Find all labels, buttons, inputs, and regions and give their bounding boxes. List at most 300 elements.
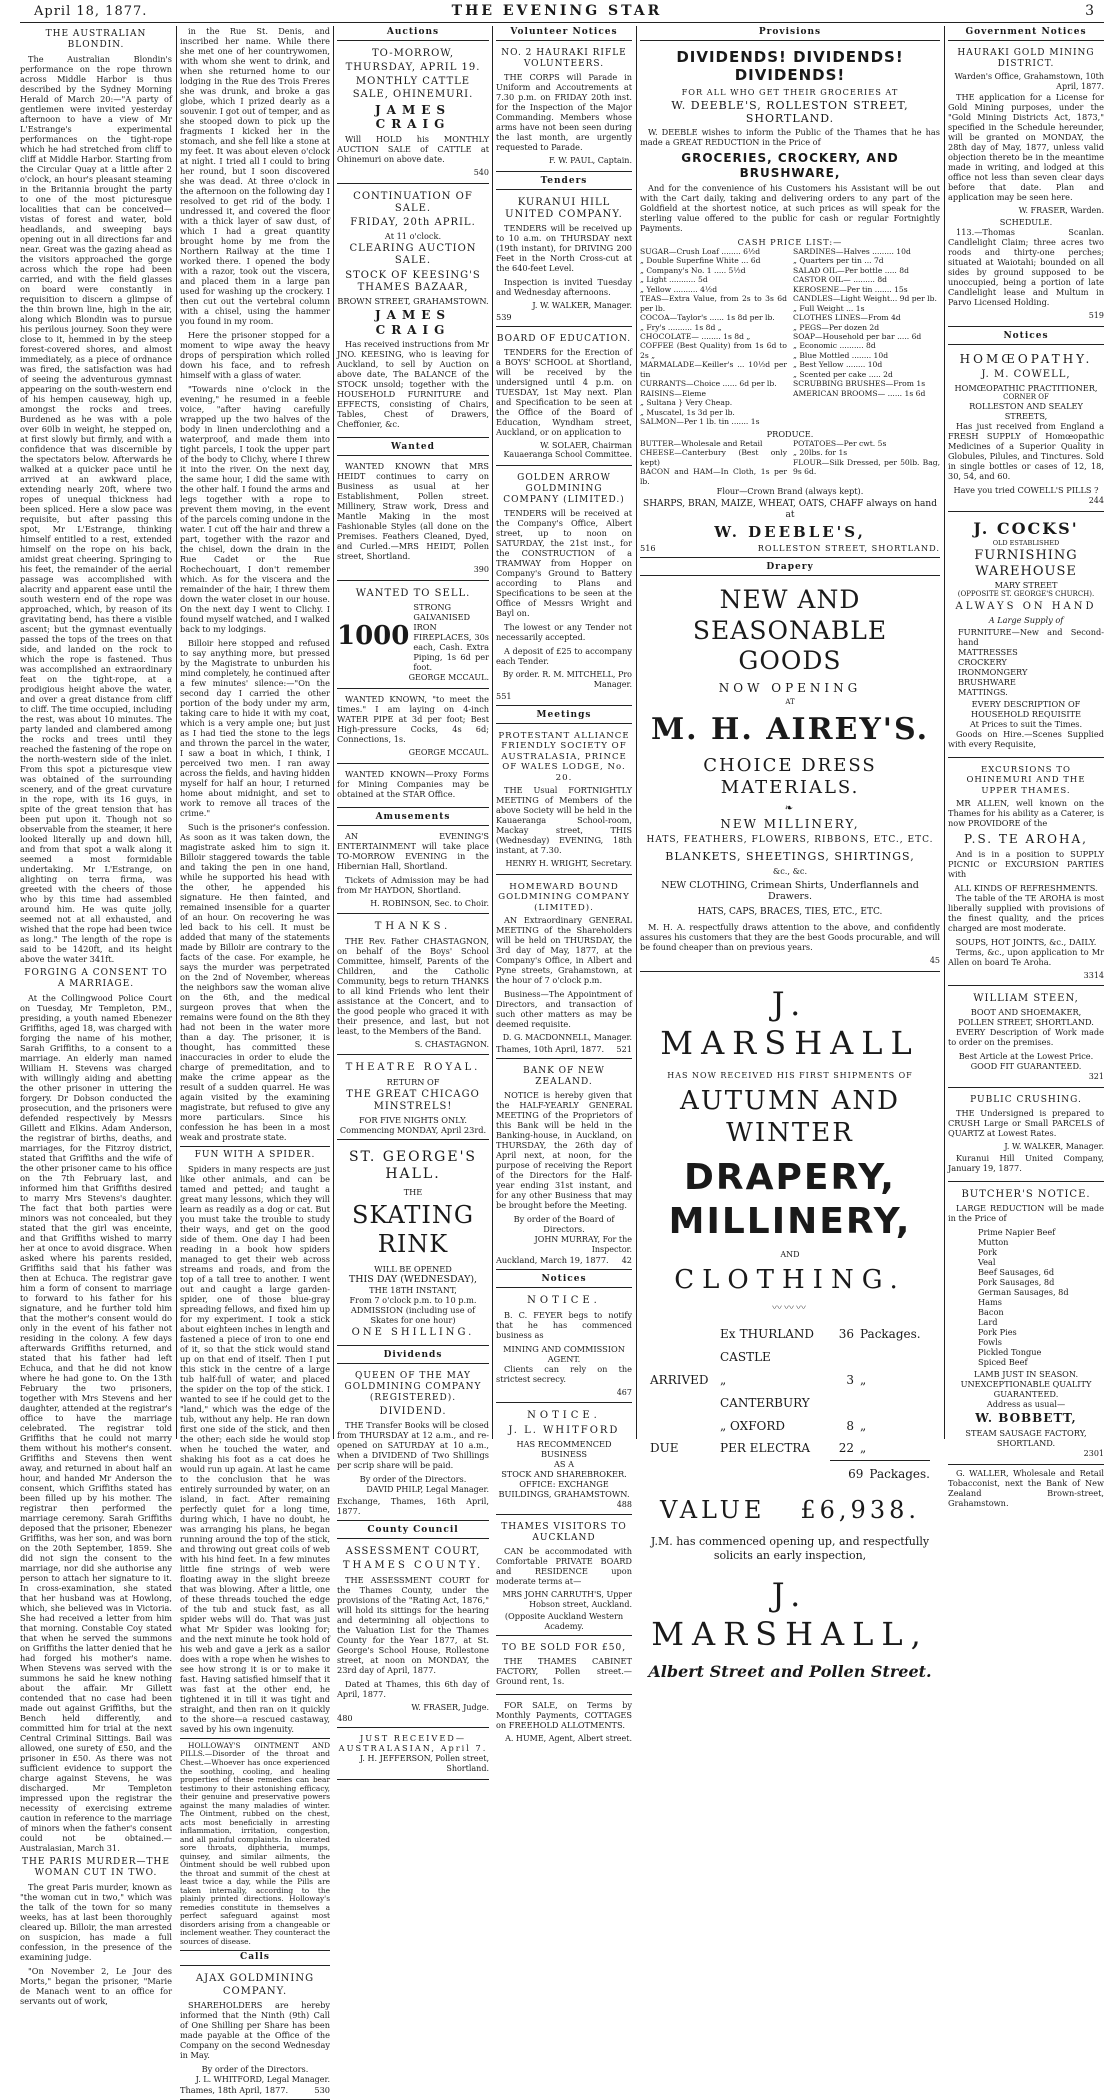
- ad-title: KURANUI HILL UNITED COMPANY.: [505, 196, 623, 220]
- shipment-name: PER ELECTRA: [720, 1441, 811, 1456]
- ad-big-title: CLOTHING.: [674, 1265, 906, 1296]
- ad-line: AS A: [553, 1458, 575, 1469]
- shipment-status: [650, 1323, 720, 1369]
- auction-clearing: [337, 187, 489, 439]
- ad-signature: By order. R. M. MITCHELL, Pro Manager.: [502, 670, 632, 689]
- ad-title: AJAX GOLDMINING COMPANY.: [195, 1973, 315, 1997]
- ad-number: 480: [337, 1713, 353, 1724]
- value-amount: £6,938.: [800, 1495, 920, 1524]
- shipment-status: ARRIVED: [650, 1372, 709, 1387]
- shipment-row: [650, 1323, 930, 1369]
- price-item: KEROSENE—Per tin ....... 15s: [793, 284, 908, 294]
- notice-ad: [496, 1291, 632, 1403]
- ad-line: MRS JOHN CARRUTH'S, Upper Hobson street, Auckland.: [502, 1590, 632, 1610]
- ad-big-title: J. COCKS': [973, 518, 1079, 538]
- section-heading: Drapery: [640, 561, 940, 576]
- ad-line: &c., &c.: [772, 865, 808, 876]
- ad-line: OLD ESTABLISHED: [992, 539, 1060, 548]
- ad-line: CLEARING AUCTION SALE.: [349, 243, 477, 267]
- butcher-notice: [948, 1185, 1104, 1465]
- ad-line: NEW CLOTHING, Crimean Shirts, Underflannels and Drawers.: [661, 879, 919, 903]
- price-item: SCRUBBING BRUSHES—From 1s: [793, 379, 926, 389]
- price-item: „ Muscatel, 1s 3d per lb.: [640, 407, 735, 417]
- public-crushing-ad: [948, 1091, 1104, 1182]
- ad-line: SHARPS, BRAN, MAIZE, WHEAT, OATS, CHAFF always on hand at: [643, 499, 937, 521]
- thanks-ad: [337, 917, 489, 1055]
- shipment-count: 36: [838, 1327, 854, 1342]
- ad-body: W. DEEBLE wishes to inform the Public of the Thames that he has made a GREAT REDUCTION in the Price of: [640, 127, 940, 148]
- article-title: THE AUSTRALIAN BLONDIN.: [45, 29, 147, 50]
- price-item: FLOUR—Silk Dressed, per 50lb. Bag, 9s 6d.: [793, 457, 940, 477]
- section-heading: Provisions: [640, 26, 940, 41]
- ad-line: WAREHOUSE: [975, 564, 1077, 580]
- ad-line: J.M. has commenced opening up, and respectfully solicits an early inspection,: [650, 1535, 930, 1562]
- government-notice: [948, 44, 1104, 327]
- price-item: CLOTHES LINES—From 4d: [793, 313, 901, 323]
- ad-line: W. DEEBLE'S, ROLLESTON STREET, SHORTLAND.: [671, 98, 909, 125]
- ad-signature: W. FRASER, Warden.: [1018, 206, 1104, 216]
- article-paragraph: in the Rue St. Denis, and inscribed her name. While there she met one of her countrywomen, with whom she went to drink, and when she returned home to our lodging in the Rue des Trois Freres she was drunk, and broke a gas globe, which I prized dearly as a souvenir. I got out of temper, and as she stooped down to pick up the fragments I kicked her in the stomach, and she fell like a stone at my feet. It was about eleven o'clock at night. I tried all I could to bring her round, but I soon discovered she was dead. At three o'clock in the afternoon on the following day I resolved to get rid of the body. I undressed it, and covered the floor with a thick layer of saw dust, of which I had a great quantity brought home by me from the Northern Railway at the time I worked there. I opened the body with a razor, took out the viscera, and placed them in a large pan used for washing up the crockery. I then cut out the vertebral column with a chisel, using the hammer you found in my room.: [180, 26, 330, 326]
- ad-line: SHORTLAND.: [996, 1437, 1056, 1448]
- price-item: „ Sultana } Very Cheap.: [640, 398, 733, 408]
- ad-body: Tickets of Admission may be had from Mr HAYDON, Shortland.: [337, 874, 489, 895]
- ad-line: AT: [785, 697, 795, 706]
- ad-number: 467: [616, 1387, 632, 1397]
- ad-body: THE Transfer Books will be closed from THURSDAY at 12 a.m., and re-opened on SATURDAY at 10 a.m., when a DIVIDEND of Two Shillings per scrip share will be paid.: [337, 1420, 489, 1471]
- wanted-ad: [337, 692, 489, 764]
- article-paragraph: Such is the prisoner's confession. As soon as it was taken down, the magistrate asked him to sign it. Billoir staggered towards the table and taking the pen in one hand, while he supported his head with the other, he appended his signature. He then fainted, and remained insensible for a quarter of an hour. On recovering he was led back to his cell. It must be added that many of the statements made by Billoir are contrary to the facts of the case. For example, he says the murder was perpetrated on the 2nd of November, whereas the neighbors saw the woman alive on the 6th, and the medical surgeon proves that when the remains were found on the 8th they had not been in the water more than a day. The prisoner, it is thought, has committed these inaccuracies in order to elude the charge of premeditation, and to make the crime appear as the result of a sudden quarrel. He was again visited by the examining magistrate, but refused to give any more particulars. Since his confession he has been in a most weak and prostrate state.: [180, 822, 330, 1142]
- ad-body: SHAREHOLDERS are hereby informed that the Ninth (9th) Call of One Shilling per Share has been made payable at the Office of the Company on the second Wednesday in May.: [180, 1999, 330, 2060]
- ad-date-text: Auckland, March 19, 1877.: [496, 1255, 609, 1266]
- price-item: „ Blue Mottled ........ 10d: [793, 350, 889, 360]
- price-item: BACON and HAM—In Cloth, 1s per lb.: [640, 467, 787, 486]
- price-item: CASTOR OIL— ......... 8d: [793, 275, 888, 285]
- ad-body: LARGE REDUCTION will be made in the Price of: [948, 1203, 1104, 1224]
- ad-line: P.S. TE AROHA,: [964, 831, 1088, 846]
- price-item: COCOA—Taylor's ...... 1s 8d per lb.: [640, 313, 775, 323]
- ad-body: TENDERS will be received at the Company's Office, Albert street, up to noon on SATURDAY, the 21st inst., for the CONSTRUCTION of a TRAMWAY from Hopper on Company's Ground to Battery according to Plans and Specifications to be seen at the Office of Messrs Wright and Bayl on.: [496, 508, 632, 619]
- ad-body: AN EVENING'S ENTERTAINMENT will take place TO-MORROW EVENING in the Hibernian Hall, Shortland.: [337, 830, 489, 871]
- price-item: SOAP—Household per bar ..... 6d: [793, 331, 922, 341]
- holloway-advert: HOLLOWAY'S OINTMENT AND PILLS.—Disorder of the throat and Chest.—Whoever has once experienced the soothing, cooling, and healing properties of these remedies can bear testimony to their astonishing efficacy, their genuine and preservative powers against the many maladies of winter. The Ointment, rubbed on the chest, acts most beneficially in arresting inflammation, irritation, congestion, and all painful complaints. In ulcerated sore throats, diphtheria, mumps, quinsey, and similar ailments, the Ointment should be well rubbed upon the throat and summit of the chest at least twice a day, while the Pills are taken internally, according to the plainly printed directions. Holloway's remedies constitute in themselves a perfect safeguard against most disorders arising from a changeable or inclement weather. They counteract the sources of disease.: [180, 1738, 330, 1946]
- ad-big-title: M. H. AIREY'S.: [650, 712, 930, 748]
- ad-line: AND: [780, 1249, 800, 1259]
- ad-signature: H. ROBINSON, Sec. to Choir.: [370, 898, 489, 908]
- ad-line: Flour—Crown Brand (always kept).: [716, 486, 864, 497]
- article-paragraph: "Towards nine o'clock in the evening," he resumed in a feeble voice, "after having carefully wrapped up the two halves of the body in linen underclothing and a waterproof, and made them into tight parcels, I took the upper part of the body to Clichy, where I threw it into the river. On the next day, the same hour, I did the same with the other half. I found the arms and legs together with a rope to prevent them moving, in the event of the parcels coming undone in the water. I cut off the hair and threw a part, together with the razor and the chisel, down the drain in the Rue Cadet or the Rue Rochechouart, I don't remember which. As for the viscera and the remainder of the hair, I threw them down the water closet in our house. On the next day I went to Clichy. I found myself watched, and I walked back to my lodgings.: [180, 384, 330, 634]
- list-item: Pork Sausages, 8d: [978, 1277, 1055, 1288]
- ad-address: Albert Street and Pollen Street.: [648, 1662, 932, 1682]
- notice-ad: [496, 1698, 632, 1749]
- ad-line: LAMB JUST IN SEASON.: [973, 1369, 1079, 1380]
- ad-body: Goods on Hire.—Scenes Supplied with every Requisite,: [948, 728, 1104, 749]
- ad-title: BOARD OF EDUCATION.: [496, 333, 632, 344]
- ad-line: THAMES COUNTY.: [342, 1560, 484, 1572]
- shipment-count: 22: [838, 1441, 854, 1456]
- meeting-ad: [496, 1062, 632, 1270]
- ad-line: POLLEN STREET, SHORTLAND.: [958, 1017, 1094, 1028]
- ad-line: (Opposite Auckland Western Academy.: [504, 1610, 624, 1631]
- ad-line: At Prices to suit the Times.: [969, 718, 1083, 729]
- ad-big-title: DRAPERY, MILLINERY,: [668, 1156, 912, 1242]
- price-item: „ Yellow .......... 4½d: [640, 284, 718, 294]
- column-divider: [333, 26, 334, 1439]
- ad-line: ALL KINDS OF REFRESHMENTS.: [954, 882, 1098, 893]
- ad-row: [337, 602, 489, 672]
- price-item: „ Best Yellow ........ 10d: [793, 360, 883, 370]
- ad-title: THEATRE ROYAL.: [345, 1062, 481, 1074]
- price-item: „ Scented per cake ..... 2d: [793, 369, 893, 379]
- masthead-rule: [20, 22, 1104, 23]
- price-item: SALMON—Per 1 lb. tin ....... 1s: [640, 417, 760, 427]
- shipment-name: „ OXFORD: [720, 1418, 786, 1433]
- tender-ad: [496, 193, 632, 327]
- shipment-row: [650, 1415, 930, 1438]
- ad-date: [496, 1255, 632, 1265]
- shipment-total: [830, 1460, 930, 1486]
- price-item: BUTTER—Wholesale and Retail: [640, 438, 763, 448]
- ad-line: ALWAYS ON HAND: [955, 600, 1097, 612]
- amusement-ad: [337, 829, 489, 915]
- dividend-ad: [337, 1367, 489, 1521]
- ad-line: By order of the Directors.: [359, 1474, 467, 1485]
- ad-signature: D. G. MACDONNELL, Manager.: [502, 1033, 632, 1043]
- ad-signature: GEORGE MCCAUL.: [408, 747, 489, 757]
- produce-list-left: [640, 439, 787, 486]
- ad-number: 530: [314, 2085, 330, 2096]
- ad-body: Will HOLD his MONTHLY AUCTION SALE of CATTLE at Ohinemuri on above date.: [337, 133, 489, 164]
- ad-number: 244: [1088, 496, 1104, 506]
- list-item: Spiced Beef: [978, 1357, 1028, 1368]
- auction-cattle: [337, 44, 489, 184]
- ad-line: THIS DAY (WEDNESDAY),: [348, 1273, 478, 1285]
- ad-number: 516: [640, 543, 656, 554]
- wanted-ad: [337, 767, 489, 808]
- list-item: CROCKERY: [958, 656, 1007, 667]
- ad-signature: J. W. WALKER, Manager.: [532, 301, 632, 310]
- ad-date-text: Thames, 10th April, 1877.: [496, 1043, 605, 1054]
- shipment-unit: „: [860, 1418, 867, 1433]
- shipment-unit: Packages.: [860, 1327, 921, 1342]
- ad-body: Terms, &c., upon application to Mr Allen on board Te Aroha.: [948, 946, 1104, 967]
- ad-body: The table of the TE AROHA is most liberally supplied with provisions of the finest quality, and the prices charged are most moderate.: [948, 892, 1104, 933]
- ad-big-title: NEW AND SEASONABLE GOODS: [692, 585, 888, 676]
- article-paragraph: "On November 2, Le Jour des Morts," began the prisoner, "Marie de Manach went to an office for servants out of work,: [20, 1965, 172, 2006]
- column-3: [337, 26, 489, 1774]
- page-number: 3: [1085, 3, 1094, 19]
- price-item: SARDINES—Halves ......... 10d: [793, 246, 911, 256]
- ad-big-title: DIVIDENDS! DIVIDENDS! DIVIDENDS!: [676, 47, 904, 85]
- ad-body: B. C. FEYER begs to notify that he has commenced business as: [496, 1309, 632, 1340]
- ad-line: STOCK AND SHAREBROKER.: [501, 1468, 627, 1479]
- section-heading: Government Notices: [948, 26, 1104, 41]
- ad-line: NOW OPENING: [718, 680, 862, 695]
- ad-body: Business—The Appointment of Directors, and transaction of such other matters as may be deemed requisite.: [496, 989, 632, 1030]
- ad-title: HOMEWARD BOUND GOLDMINING COMPANY (LIMITED).: [498, 881, 630, 913]
- list-item: MATTRESSES: [958, 646, 1018, 657]
- column-6: [948, 26, 1104, 1508]
- ad-signature: HENRY H. WRIGHT, Secretary.: [505, 859, 632, 869]
- ad-line: HATS, CAPS, BRACES, TIES, ETC., ETC.: [697, 906, 883, 917]
- ad-title: JUST RECEIVED— AUSTRALASIAN, April 7.: [338, 1733, 488, 1754]
- price-item: „ Quarters per tin ... 7d: [793, 256, 884, 266]
- ad-big-title: SKATING RINK: [351, 1201, 475, 1259]
- ad-address: ROLLESTON STREET, SHORTLAND.: [757, 543, 940, 554]
- ad-body: NOTICE is hereby given that the HALF-YEARLY GENERAL MEETING of the Proprietors of this Bank will be held in the Banking-house, in Auckland, on THURSDAY, the 26th day of April next, at noon, for the purpose of receiving the Report of the Directors for the Half-year ending 31st instant, and for any other Business that may be brought before the Meeting.: [496, 1089, 632, 1210]
- ad-body: And is in a position to SUPPLY PICNIC or EXCURSION PARTIES with: [948, 848, 1104, 879]
- ad-line: GOOD FIT GUARANTEED.: [970, 1061, 1082, 1072]
- assessment-court-ad: [337, 1542, 489, 1728]
- ad-body: THE THAMES CABINET FACTORY, Pollen street.—Ground rent, 1s.: [496, 1655, 632, 1686]
- price-item: „ Double Superfine White ... 6d: [640, 256, 761, 266]
- article-paragraph: The Australian Blondin's performance on the rope thrown across Middle Harbor is thus described by the Sydney Morning Herald of March 20:—"A party of gentlemen were invited yesterday afternoon to have a view of Mr L'Estrange's experimental performances on the tight-rope which he had stretched from cliff to cliff at Middle Harbor. Starting from the Circular Quay at a little after 2 o'clock, an hour's pleasant steaming in the Britannia brought the party to one of the most picturesque localities that can be conceived—vistas of forest and water, bold headlands, and sweeping bays opening out in all directions far and near. Great was the gazing ahead as the visitors approached the gorge across which the rope had been carried, and with the field glasses on board were constantly in requisition to discern a glimpse of the thin brown line, high in the air, along which Blondin was to pursue his perilous journey. Soon they were close to it, hemmed in by the steep forest-covered shores, and almost immediately, as a piece of ordnance was fired, the satisfaction was had of seeing the adventurous gymnast appearing on the south-western end of his hempen causeway, high up, amongst the rocks and trees. Burdened as he was with a pole over 60lb in weight, he stepped on, at first slowly but firmly, and with a confidence that was discernible by the spectators below. Afterwards he walked at a quicker pace until he arrived at an awkward place, extending nearly 20ft, where two ropes of unequal thickness had been spliced. Here a slow pace was requisite, but after passing this spot, Mr L'Estrange, thinking himself entitled to a rest, extended himself on the rope on his back, amidst great cheering. Springing to his feet, the remainder of the aerial passage was accomplished with alacrity and apparent ease until the south western end of the rope was approached, which, by reason of its gravitating bend, has there a visible ascent; but the gymnast eventually passed the tops of the trees on that side, and landed on the rock to which the rope is fastened. Thus was accomplished an extraordinary feat on the tight-rope, at a prodigious height above the water, and over a great distance from cliff to cliff. The time occupied, including the rest, was about 10 minutes. The party landed and clambered among the rocks and trees until they reached the fastening of the rope on the north-western side of the inlet. From this spot a picturesque view was obtained of the surrounding scenery, and of the great curvature in the rope, with its 16 guys, in spite of the great tension that has been put upon it. Though not so observable from the steamer, it here looked literally up and down hill, and from that spot a walk along it seemed a most formidable undertaking. Mr L'Estrange, on alighting on terra firma, was greeted with the cheers of those who by this time had assembled around him. He was quite jolly, seemed not at all exhausted, and wished that the rope had been twice as long." The length of the rope is said to be 1420ft, and its height above the water 341ft.: [20, 53, 172, 964]
- list-item: Mutton: [978, 1237, 1009, 1248]
- deeble-provisions-ad: [640, 44, 940, 559]
- ad-line: Address as usual—: [986, 1399, 1066, 1410]
- notice-ad: [496, 1639, 632, 1695]
- ad-date: Exchange, Thames, 16th April, 1877.: [337, 1496, 489, 1517]
- ad-signature: W. FRASER, Judge.: [411, 1702, 489, 1712]
- ad-body: WANTED KNOWN, "to meet the times." I am laying on 4-inch WATER PIPE at 3d per foot; Best High-pressure Cocks, 4s 6d; Connections, 1s.: [337, 693, 489, 744]
- ad-body: THE Rev. Father CHASTAGNON, on behalf of the Boys' School Committee, himself, Parents of the Children, and the Catholic Community, begs to return THANKS to all kind Friends who lent their assistance at the Concert, and to the good people who graced it with their presence, and last, but not least, to the Members of the Band.: [337, 935, 489, 1036]
- ad-title: WANTED TO SELL.: [355, 588, 471, 599]
- ad-line: MONTHLY CATTLE SALE, OHINEMURI.: [352, 76, 474, 100]
- price-item: CHOCOLATE— ........ 1s 8d „: [640, 331, 751, 341]
- shipment-unit: „: [860, 1441, 867, 1456]
- ad-big-number: 1000: [337, 621, 410, 652]
- list-item: German Sausages, 8d: [978, 1287, 1069, 1298]
- ad-body: WANTED KNOWN—Proxy Forms for Mining Companies may be obtained at the STAR Office.: [337, 768, 489, 799]
- ad-signature: W. SOLAER, Chairman Kauaeranga School Committee.: [503, 440, 632, 460]
- ad-line: CONTINUATION OF SALE.: [353, 190, 473, 214]
- price-item: „ Company's No. 1 ..... 5½d: [640, 265, 746, 275]
- meat-list: [948, 1227, 1104, 1367]
- value-row: [660, 1496, 920, 1525]
- section-heading: Auctions: [337, 26, 489, 41]
- meeting-ad: [496, 878, 632, 1059]
- section-heading: Wanted: [337, 441, 489, 456]
- ad-body: THE ASSESSMENT COURT for the Thames County, under the provisions of the "Rating Act, 1876," will hold its sittings for the hearing and determining all objections to the Valuation List for the Thames County for the Year 1877, at St. George's School House, Rollestone street, at noon on MONDAY, the 23rd day of April, 1877.: [337, 1574, 489, 1675]
- ad-number: 42: [621, 1255, 632, 1266]
- ad-number: 321: [1088, 1072, 1104, 1082]
- ad-title: PUBLIC CRUSHING.: [970, 1095, 1082, 1106]
- ad-line: FOR FIVE NIGHTS ONLY.: [358, 1114, 468, 1125]
- ad-title: WILLIAM STEEN,: [973, 993, 1079, 1005]
- shipment-row: [650, 1437, 930, 1460]
- ad-body: TENDERS will be received up to 10 a.m. on THURSDAY next (19th instant), for DRIVING 200 Feet in the North Cross-cut at the 640-feet Level.: [496, 223, 632, 273]
- ad-body: CAN be accommodated with Comfortable PRIVATE BOARD and RESIDENCE upon moderate terms at—: [496, 1546, 632, 1587]
- excursion-ad: [948, 761, 1104, 986]
- ad-line: ADMISSION (including use of Skates for one hour): [350, 1305, 476, 1326]
- ad-line: STEAM SAUSAGE FACTORY,: [965, 1427, 1087, 1438]
- price-item: POTATOES—Per cwt. 5s: [793, 438, 887, 448]
- price-list: [640, 247, 940, 427]
- shipment-row: [650, 1369, 930, 1415]
- produce-list: [640, 439, 940, 486]
- ad-title: HOMŒOPATHY.: [959, 351, 1093, 366]
- ad-signature: GEORGE MCCAUL.: [408, 673, 489, 683]
- ad-body: Has received instructions from Mr JNO. KEESING, who is leaving for Auckland, to sell by Auction on above date, The BALANCE of the STOCK unsold; together with the HOUSEHOLD FURNITURE and EFFECTS, consisting of Chairs, Tables, Chest of Drawers, Cheffonier, &c.: [337, 339, 489, 430]
- price-item: CURRANTS—Choice ...... 6d per lb.: [640, 379, 777, 389]
- section-heading: Calls: [180, 1950, 330, 1966]
- ad-line: DIVIDEND.: [379, 1406, 447, 1418]
- ad-line: STOCK OF KEESING'S THAMES BAZAAR,: [345, 269, 481, 293]
- just-received-ad: [337, 1731, 489, 1780]
- volunteer-notice: [496, 44, 632, 172]
- ad-line: From 7 o'clock p.m. to 10 p.m.: [349, 1295, 477, 1306]
- ad-line: OFFICE: EXCHANGE BUILDINGS, GRAHAMSTOWN.: [498, 1478, 630, 1499]
- meeting-ad: [496, 727, 632, 875]
- shipment-status: [650, 1415, 720, 1438]
- ad-line: FURNISHING: [974, 548, 1078, 564]
- ad-title: BUTCHER'S NOTICE.: [961, 1188, 1091, 1200]
- price-item: „ 20lbs. for 1s: [793, 448, 848, 458]
- ad-signature: J. L. WHITFORD, Legal Manager.: [195, 2074, 330, 2084]
- ornament-icon: ❧: [784, 802, 796, 814]
- cocks-furnishing-ad: [948, 515, 1104, 758]
- ad-line: HATS, FEATHERS, FLOWERS, RIBBONS, ETC., ETC.: [646, 835, 934, 846]
- ad-title: NOTICE.: [527, 1410, 601, 1422]
- ad-line: HAS RECOMMENCED BUSINESS: [516, 1438, 612, 1459]
- column-5: [640, 26, 940, 1682]
- ad-line: THURSDAY, APRIL 19.: [345, 62, 481, 74]
- notice-ad: [496, 1518, 632, 1635]
- ad-body: MR ALLEN, well known on the Thames for his ability as a Caterer, is now PROVIDORE of the: [948, 797, 1104, 828]
- ad-number: 45: [929, 955, 940, 965]
- ad-number: 521: [616, 1043, 632, 1054]
- list-item: Beef Sausages, 6d: [978, 1267, 1055, 1278]
- column-1: [20, 26, 172, 2006]
- ad-number: 519: [1088, 311, 1104, 321]
- ad-body: M. H. A. respectfully draws attention to the above, and confidently assures his customers that they are the best Goods procurable, and will be found cheaper than on previous years.: [640, 921, 940, 952]
- section-heading: Dividends: [337, 1349, 489, 1364]
- price-item: SALAD OIL—Per bottle ..... 8d: [793, 265, 909, 275]
- ad-signature: JOHN MURRAY, For the Inspector.: [534, 1234, 632, 1254]
- price-item: CANDLES—Light Weight... 9d per lb.: [793, 294, 937, 304]
- ad-line: CORNER OF: [1003, 392, 1049, 401]
- ad-title: PROTESTANT ALLIANCE FRIENDLY SOCIETY OF AUSTRALASIA, PRINCE OF WALES LODGE, No. 20.: [498, 730, 630, 783]
- ad-line: BROWN STREET, GRAHAMSTOWN.: [337, 296, 489, 307]
- ad-body: Has just received from England a FRESH SUPPLY of Homœopathic Medicines of a Superior Quality in Globules, Pilules, and Tinctures. Sold in single bottles or cases of 12, 18, 30, 54, and 60.: [948, 421, 1104, 482]
- total-unit: Packages.: [869, 1467, 930, 1482]
- wanted-ad: [337, 584, 489, 689]
- ad-big-title: J. MARSHALL,: [651, 1576, 929, 1654]
- ad-line: (OPPOSITE ST. GEORGE'S CHURCH).: [957, 590, 1095, 599]
- ad-line: NEW MILLINERY,: [720, 816, 860, 831]
- ad-signature: A. HUME, Agent, Albert street.: [505, 1733, 632, 1743]
- ad-date: [180, 2085, 330, 2095]
- ad-title: ST. GEORGE'S HALL.: [348, 1148, 478, 1182]
- list-item: Pickled Tongue: [978, 1347, 1042, 1358]
- ad-body: EVERY Description of Work made to order on the premises.: [948, 1027, 1104, 1048]
- ad-title: EXCURSIONS TO OHINEMURI AND THE UPPER THAMES.: [966, 764, 1086, 796]
- price-item: CHEESE—Canterbury (Best only kept): [640, 448, 787, 467]
- ad-line: BLANKETS, SHEETINGS, SHIRTINGS,: [665, 850, 915, 864]
- ad-title: GOLDEN ARROW GOLDMINING COMPANY (LIMITED.): [503, 473, 625, 506]
- airey-drapery-ad: [640, 579, 940, 971]
- section-heading: County Council: [337, 1524, 489, 1539]
- value-label: VALUE: [660, 1495, 766, 1524]
- column-divider: [176, 26, 177, 1439]
- ad-line: BOOT AND SHOEMAKER,: [970, 1007, 1082, 1018]
- ad-line: A Large Supply of: [988, 614, 1064, 625]
- ad-line: By order of the Board of Directors.: [513, 1213, 615, 1234]
- ad-date: [496, 1044, 632, 1054]
- ad-body: THE application for a License for Gold Mining purposes, under the "Gold Mining Districts Act, 1873," specified in the Schedule hereunder, will be granted on MONDAY, the 28th day of May, 1877, unless valid objection thereto be in the meantime made in writing, and lodged at this office not less than seven clear days before that date. Plan and application may be seen here.: [948, 92, 1104, 203]
- ad-big-title: AUTUMN AND WINTER: [680, 1086, 900, 1149]
- ad-body: 113.—Thomas Scanlan. Candlelight Claim; three acres two roods and thirty-one perches; situated at Waiotahi; bounded on all sides by ground supposed to be unoccupied, being a portion of late Candlelight lease and Multum in Parvo Licensed Holding.: [948, 227, 1104, 308]
- produce-list-right: [793, 439, 940, 486]
- article-paragraph: Billoir here stopped and refused to say anything more, but pressed by the Magistrate to unburden his mind completely, he continued after a few minutes' silence:—"On the second day I carried the other portion of the body under my arm, taking care to hide it with my coat, which is a very ample one; but just as I had tied the stone to the legs and thrown the parcel in the water, I saw a boat in which, I think, I perceived two men. I ran away across the fields, and having hidden myself for half an hour, I returned home about midnight, and set to work to remove all traces of the crime.": [180, 638, 330, 818]
- waller-tobacconist-ad: G. WALLER, Wholesale and Retail Tobacconist, next the Bank of New Zealand Brown-street, Grahamstown.: [948, 1467, 1104, 1508]
- ad-line: HAS NOW RECEIVED HIS FIRST SHIPMENTS OF: [667, 1070, 913, 1080]
- column-divider: [636, 26, 637, 1439]
- ad-line: SCHEDULE.: [999, 217, 1053, 228]
- ad-line: MINING AND COMMISSION AGENT.: [503, 1343, 625, 1364]
- article-paragraph: Here the prisoner stopped for a moment to wipe away the heavy drops of perspiration which rolled down his face, and to refresh himself with a glass of water.: [180, 330, 330, 380]
- shipment-count: 8: [846, 1418, 854, 1433]
- ad-line: TO-MORROW,: [371, 47, 455, 59]
- ad-line: Have you tried COWELL'S PILLS ?: [953, 485, 1099, 496]
- price-item: SUGAR—Crush Loaf ........ 6½d: [640, 246, 761, 256]
- price-item: AMERICAN BROOMS— ...... 1s 6d: [793, 388, 926, 398]
- ad-number: 488: [616, 1499, 632, 1509]
- ad-body: THE Usual FORTNIGHTLY MEETING of Members of the above Society will be held in the Kauaeranga School-room, Mackay street, THIS (Wednesday) EVENING, 18th instant, at 7.30.: [496, 785, 632, 856]
- ad-title: THANKS.: [374, 921, 452, 933]
- ad-title: HAURAKI GOLD MINING DISTRICT.: [957, 47, 1095, 69]
- ad-signature: S. CHASTAGNON.: [414, 1039, 489, 1049]
- list-item: Hams: [978, 1297, 1002, 1308]
- ad-date-text: Thames, 18th April, 1877.: [180, 2085, 289, 2096]
- shipment-unit: „: [860, 1372, 867, 1387]
- price-list-right: [793, 247, 940, 427]
- ad-signature: F. W. PAUL, Captain.: [548, 155, 632, 165]
- price-item: „ Economic .......... 8d: [793, 341, 876, 351]
- section-heading: Amusements: [337, 811, 489, 826]
- ornament-icon: 〰〰〰: [772, 1303, 808, 1315]
- price-item: „ Full Weight ... 1s: [793, 303, 865, 313]
- article-paragraph: Spiders in many respects are just like other animals, and can be tamed and petted; and taught a great many lessons, which they will learn as readily as a dog or cat. But you must take the trouble to study their ways, and get on the good side of them. One day I had been reading in a book how spiders managed to get their web across streams and roads, and from the top of a tall tree to another. I went out and caught a large garden-spider, one of those blue-gray spreading fellows, and fixed him up for my experiment. I took a stick about eighteen inches in length and fastened a piece of iron to one end of it, so that the stick would stand up on that end of itself. Then I put this stick in the centre of a large tub half-full of water, and placed the spider on the top of the stick. I wanted to see if he could get to the "land," which was the edge of the tub, without any help. He ran down first one side of the stick, and then the other; each side he would stop when he touched the water, and shaking his foot as a cat does he would run up again. At last he came to the conclusion that he was entirely surrounded by water, on an island, in fact. After remaining perfectly quiet for a long time, during which, I have no doubt, he was arranging his plans, he began running around the top of the stick, and throwing out great coils of web with his hind feet. In a few minutes little fine strings of web were floating away in the slight breeze that was blowing. After a little, one of these threads touched the edge of the tub and stuck fast, as all spider webs will do. That was just what Mr Spider was looking for; and the next minute he took hold of his web and gave a jerk as a sailor does with a rope when he wishes to see how strong it is or to make it fast. Having satisfied himself that it was fast at the other end, he tightened it in till it was tight and straight, and then ran on it quickly to the shore—a rescued castaway, saved by his own ingenuity.: [180, 1163, 331, 1734]
- ad-line: FOR ALL WHO GET THEIR GROCERIES AT: [681, 86, 899, 97]
- shipment-name: „ CANTERBURY: [720, 1372, 810, 1410]
- shipment-status: DUE: [650, 1441, 679, 1456]
- homoeopathy-ad: [948, 348, 1104, 512]
- ad-body: WANTED KNOWN that MRS HEIDT continues to carry on Business as usual at her Establishment, Pollen street. Millinery, Straw work, Dress and Mantle Making in the most Fashionable Styles (all done on the Premises. Feathers Cleaned, Dyed, and Curled.—MRS HEIDT, Pollen street, Shortland.: [337, 461, 489, 562]
- list-item: BRUSHWARE: [958, 676, 1016, 687]
- ad-line: HOMŒOPATHIC PRACTITIONER,: [954, 382, 1098, 393]
- ad-title: TO BE SOLD FOR £50,: [501, 1642, 627, 1653]
- list-item: Pork Pies: [978, 1327, 1017, 1338]
- column-2: [180, 26, 331, 2096]
- price-item: „ Light ........... 5d: [640, 275, 708, 285]
- total-count: 69: [848, 1467, 864, 1482]
- ad-body: And for the convenience of his Customers his Assistant will be out with the Cart daily, taking and delivering orders to any part of the Goldfield at the shortest notice, at such prices as will speak for the sterling value offered to the public for cash or regular Fortnightly Payments.: [640, 182, 940, 233]
- ad-line: J. L. WHITFORD: [508, 1424, 620, 1436]
- column-divider: [492, 26, 493, 1439]
- price-item: „ Fry's .......... 1s 8d „: [640, 322, 722, 332]
- list-item: Prime Napier Beef: [978, 1227, 1056, 1238]
- ad-big-title: J. MARSHALL: [660, 984, 920, 1062]
- list-item: MATTINGS.: [958, 686, 1008, 697]
- masthead: [0, 0, 1114, 22]
- price-item: MARMALADE—Keiller's ... 10½d per tin: [640, 360, 787, 379]
- ad-line: FRIDAY, 20th APRIL.: [350, 217, 476, 229]
- list-item: IRONMONGERY: [958, 666, 1028, 677]
- section-heading: Notices: [948, 330, 1104, 345]
- ad-body: STRONG GALVANISED IRON FIREPLACES, 30s each, Cash. Extra Piping, 1s 6d per foot.: [413, 602, 489, 673]
- section-heading: Tenders: [496, 175, 632, 190]
- ad-number: 2301: [1083, 1448, 1104, 1458]
